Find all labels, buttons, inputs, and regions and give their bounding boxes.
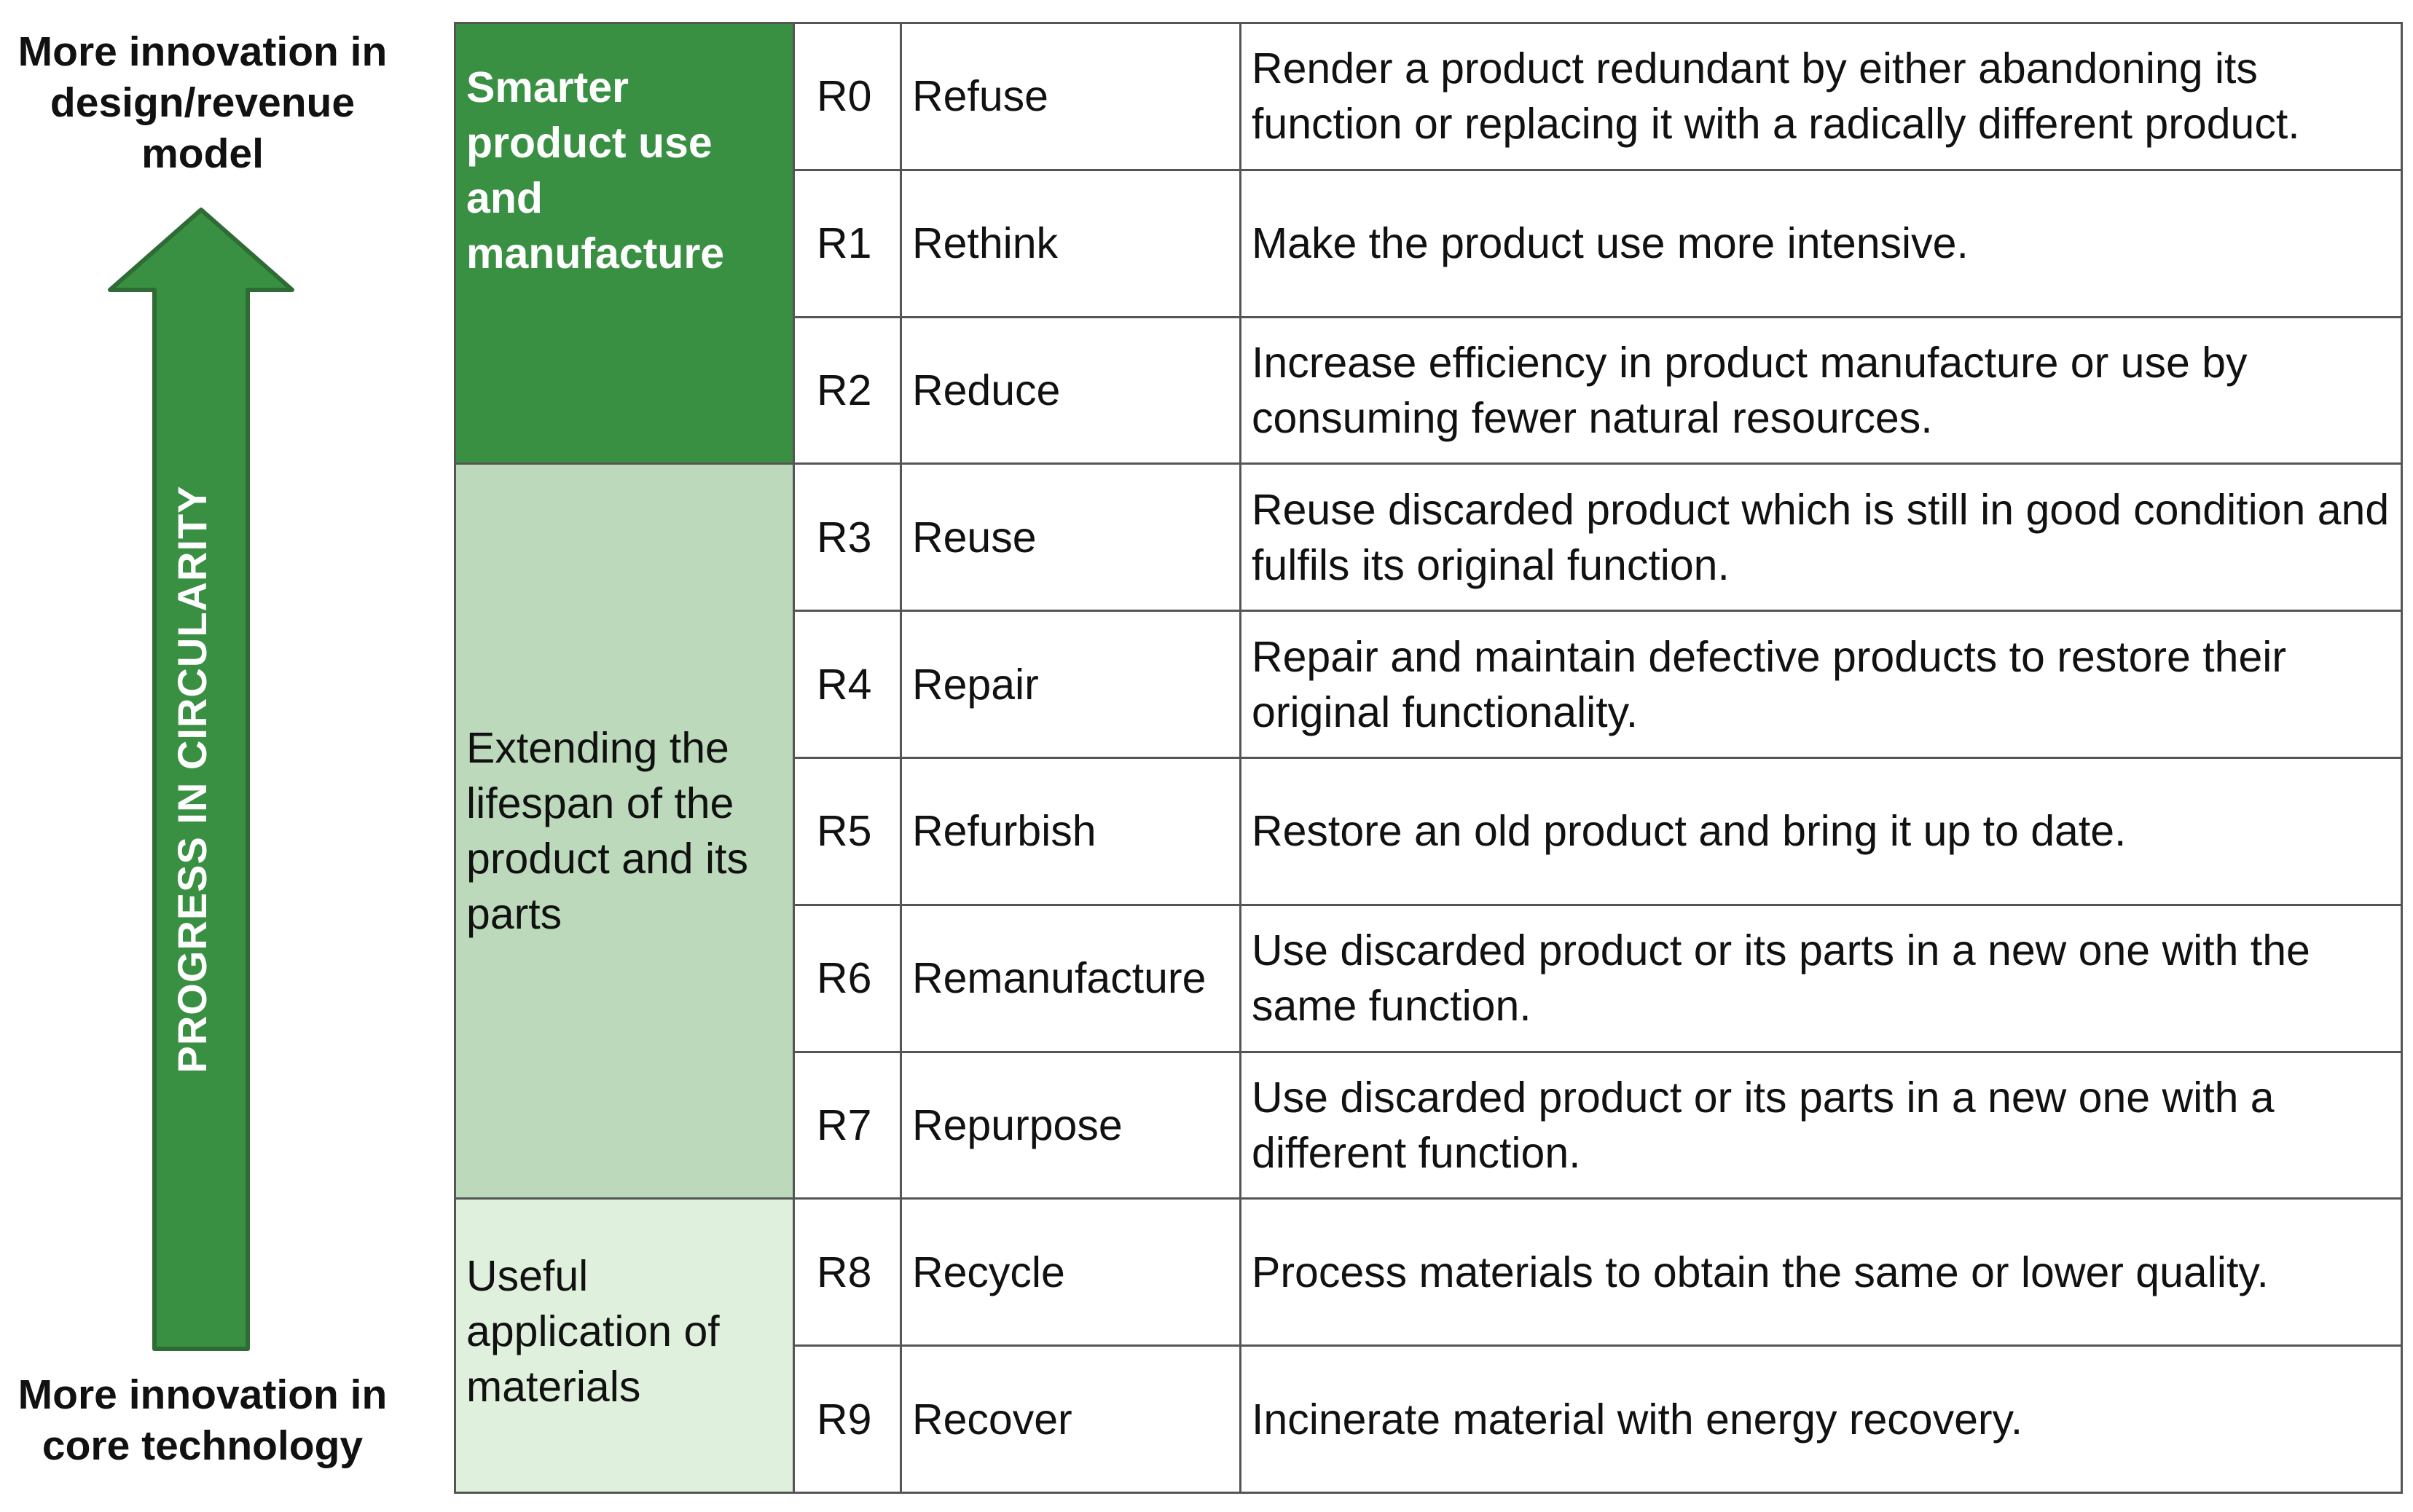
strategy-code: R3 bbox=[794, 464, 901, 611]
table-row bbox=[455, 23, 2402, 170]
group-cell-extending-lifespan bbox=[455, 464, 794, 1199]
circularity-arrow bbox=[0, 0, 408, 1512]
strategy-code: R7 bbox=[794, 1052, 901, 1199]
strategy-description: Make the product use more intensive. bbox=[1241, 170, 2402, 317]
strategy-description: Increase efficiency in product manufacture or use by consuming fewer natural resources. bbox=[1241, 317, 2402, 464]
strategy-description: Use discarded product or its parts in a new one with a different function. bbox=[1241, 1052, 2402, 1199]
table-row bbox=[455, 464, 2402, 611]
strategy-description: Reuse discarded product which is still in good condition and fulfils its original function. bbox=[1241, 464, 2402, 611]
strategy-description: Use discarded product or its parts in a new one with the same function. bbox=[1241, 905, 2402, 1052]
group-cell-smarter-product-use bbox=[455, 23, 794, 464]
strategy-name: Recover bbox=[901, 1346, 1241, 1493]
strategy-name: Repurpose bbox=[901, 1052, 1241, 1199]
strategy-description: Process materials to obtain the same or lower quality. bbox=[1241, 1199, 2402, 1346]
strategy-description: Restore an old product and bring it up to date. bbox=[1241, 757, 2402, 905]
strategy-name: Refurbish bbox=[901, 757, 1241, 905]
strategy-code: R5 bbox=[794, 757, 901, 905]
strategy-code: R1 bbox=[794, 170, 901, 317]
strategy-name: Recycle bbox=[901, 1199, 1241, 1346]
strategy-code: R9 bbox=[794, 1346, 901, 1493]
r-strategies-table bbox=[454, 22, 2403, 1494]
top-axis-caption: More innovation in design/revenue model bbox=[17, 28, 388, 177]
table-row bbox=[455, 1199, 2402, 1346]
strategy-name: Reuse bbox=[901, 464, 1241, 611]
strategy-description: Render a product redundant by either abandoning its function or replacing it with a radically different product. bbox=[1241, 23, 2402, 170]
strategy-name: Rethink bbox=[901, 170, 1241, 317]
group-label: Smarter product use and manufacture bbox=[466, 63, 725, 278]
strategy-description: Incinerate material with energy recovery. bbox=[1241, 1346, 2402, 1493]
bottom-axis-caption: More innovation in core technology bbox=[17, 1371, 388, 1469]
strategy-description: Repair and maintain defective products to restore their original functionality. bbox=[1241, 611, 2402, 758]
group-label: Useful application of materials bbox=[466, 1251, 720, 1411]
group-label: Extending the lifespan of the product and its parts bbox=[466, 724, 749, 939]
strategy-name: Remanufacture bbox=[901, 905, 1241, 1052]
group-cell-useful-application bbox=[455, 1199, 794, 1493]
strategy-code: R4 bbox=[794, 611, 901, 758]
strategy-code: R6 bbox=[794, 905, 901, 1052]
strategy-name: Repair bbox=[901, 611, 1241, 758]
strategy-code: R8 bbox=[794, 1199, 901, 1346]
strategy-code: R0 bbox=[794, 23, 901, 170]
strategy-name: Reduce bbox=[901, 317, 1241, 464]
strategy-name: Refuse bbox=[901, 23, 1241, 170]
arrow-label: PROGRESS IN CIRCULARITY bbox=[168, 485, 215, 1074]
strategy-code: R2 bbox=[794, 317, 901, 464]
